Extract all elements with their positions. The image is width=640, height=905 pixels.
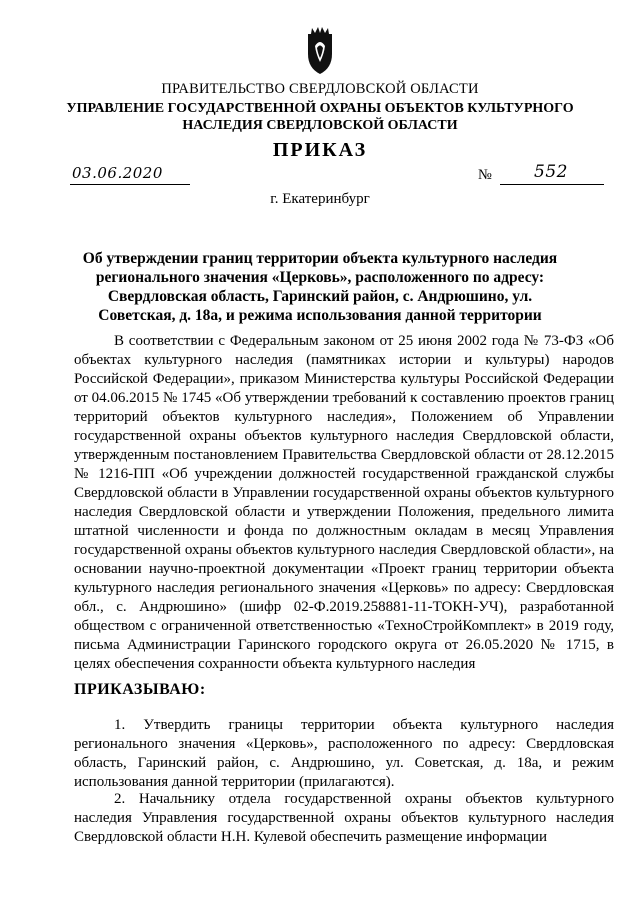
document-type-title: ПРИКАЗ [272,139,368,161]
order-number: 552 [534,162,568,182]
order-item-2: 2. Начальнику отдела государственной охраны объектов культурного наследия Управления государственной охраны объектов культурного наследия Свердловской области Н.Н. Кулевой обеспечить размещение информации [74,791,614,845]
order-keyword: ПРИКАЗЫВАЮ: [74,681,206,698]
date-field [70,162,190,185]
government-name: ПРАВИТЕЛЬСТВО СВЕРДЛОВСКОЙ ОБЛАСТИ [161,81,479,97]
preamble-paragraph: В соответствии с Федеральным законом от 25 июня 2002 года № 73-ФЗ «Об объектах культурного наследия (памятниках истории и культуры) народов Российской Федерации», приказом Министерства культуры Российской Федерации от 04.06.2015 № 1745 «Об утверждении требований к составлению проектов границ территорий объектов культурного наследия», Положением об Управлении государственной охраны объектов культурного наследия Свердловской области, утвержденным постановлением Правительства Свердловской области от 28.12.2015 № 1216-ПП «Об учреждении должностей государственной гражданской службы Свердловской области в Управлении государственной охраны объектов культурного наследия Свердловской области и утверждении Положения, предельного лимита штатной численности и фонда по должностным окладам в месяц Управления государственной охраны объектов культурного наследия Свердловской области», на основании научно-проектной документации «Проект границ территории объекта культурного наследия регионального значения «Церковь» по адресу: Свердловская обл., с. Андрюшино» (шифр 02-Ф.2019.258881-11-ТОКН-УЧ), разработанной обществом с ограниченной ответственностью «ТехноСтройКомплект» в 2019 году, письма Администрации Гаринского городского округа от 26.05.2020 № 1715, в целях обеспечения сохранности объекта культурного наследия [74,333,614,672]
department-name: УПРАВЛЕНИЕ ГОСУДАРСТВЕННОЙ ОХРАНЫ ОБЪЕКТОВ КУЛЬТУРНОГО НАСЛЕДИЯ СВЕРДЛОВСКОЙ ОБЛАСТИ [66,101,574,133]
city: г. Екатеринбург [270,191,370,207]
number-field [500,162,604,185]
number-sign: № [478,167,492,183]
coat-of-arms-icon [302,24,338,76]
order-subject: Об утверждении границ территории объекта культурного наследия регионального значения «Церковь», расположенного по адресу: Свердловская область, Гаринский район, с. Андрюшино, ул. Советская, д. 18а, и режима использования данной территории [82,250,558,324]
order-date: 03.06.2020 [72,164,163,182]
order-item-1: 1. Утвердить границы территории объекта культурного наследия регионального значения «Церковь», расположенного по адресу: Свердловская область, Гаринский район, с. Андрюшино, ул. Советская, д. 18а, и режим использования данной территории (прилагаются). [74,717,614,790]
